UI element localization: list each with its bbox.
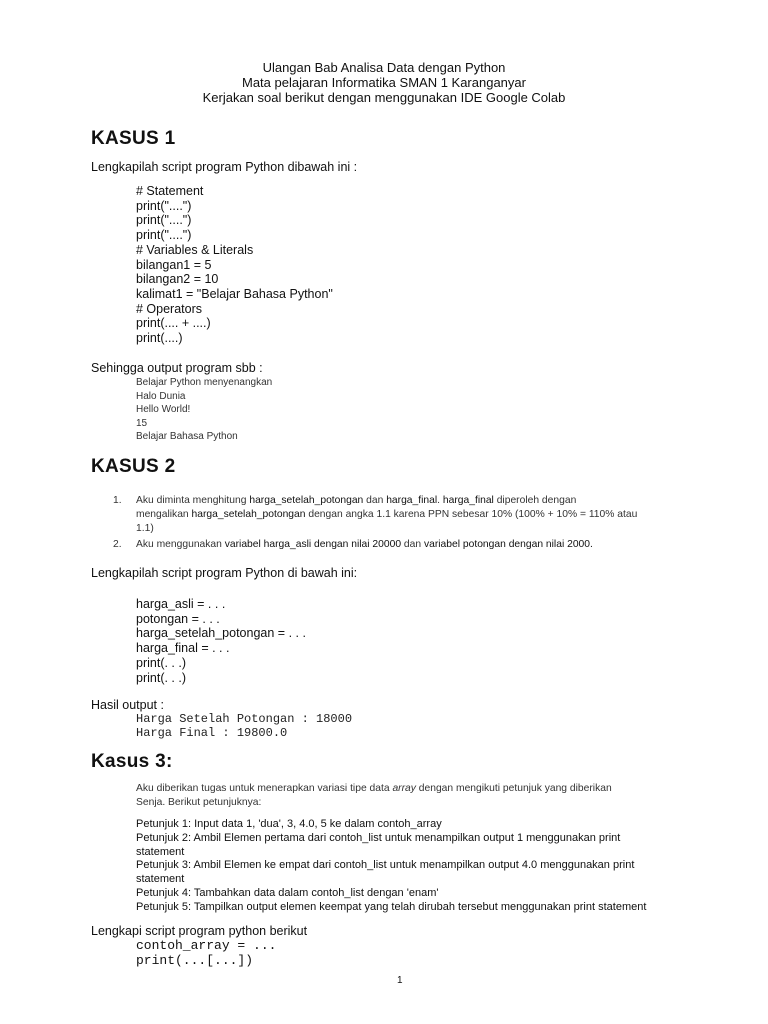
kasus2-item1-number: 1. xyxy=(113,495,122,506)
kasus3-code-block xyxy=(136,938,276,968)
code-line: print(....) xyxy=(136,331,183,346)
header-subject: Mata pelajaran Informatika SMAN 1 Karanganyar xyxy=(242,75,526,90)
kasus1-output-block xyxy=(136,376,272,444)
kasus2-code-block xyxy=(136,597,306,685)
output-line: 15 xyxy=(136,417,148,429)
kasus1-output-label: Sehingga output program sbb : xyxy=(91,361,263,375)
code-line: harga_setelah_potongan = . . . xyxy=(136,626,306,641)
header-title: Ulangan Bab Analisa Data dengan Python xyxy=(262,60,506,75)
code-line: bilangan2 = 10 xyxy=(136,272,219,287)
code-line: print(. . .) xyxy=(136,655,187,670)
kasus2-title: KASUS 2 xyxy=(91,456,176,477)
code-line: kalimat1 = "Belajar Bahasa Python" xyxy=(136,286,333,301)
code-line: print(.... + ....) xyxy=(136,316,211,331)
code-line: contoh_array = ... xyxy=(136,938,277,953)
kasus2-item2: Aku menggunakan variabel harga_asli dengan nilai 20000 dan variabel potongan dengan nilai 2000. xyxy=(136,539,593,550)
output-line: Halo Dunia xyxy=(136,390,186,402)
page-number: 1 xyxy=(397,975,403,986)
header-instruction: Kerjakan soal berikut dengan menggunakan IDE Google Colab xyxy=(202,90,566,105)
kasus2-item1: Aku diminta menghitung harga_setelah_potongan dan harga_final. harga_final diperoleh dengan mengalikan harga_setelah_potongan dengan angka 1.1 karena PPN sebesar 10% (100% + 10% = 110% atau 1.1) xyxy=(136,495,638,534)
kasus3-title: Kasus 3: xyxy=(91,751,173,772)
code-line: print(. . .) xyxy=(136,670,187,685)
kasus3-instructions: Petunjuk 1: Input data 1, 'dua', 3, 4.0, 5 ke dalam contoh_array Petunjuk 2: Ambil Elemen pertama dari contoh_list untuk menampilkan output 1 menggunakan print statement Petunjuk 3: Ambil Elemen ke empat dari contoh_list untuk menampilkan output 4.0 menggunakan print statement Petunjuk 4: Tambahkan data dalam contoh_list dengan 'enam' Petunjuk 5: Tampilkan output elemen keempat yang telah dirubah tersebut menggunakan print statement xyxy=(136,818,736,915)
output-line: Harga Setelah Potongan : 18000 xyxy=(136,712,353,726)
petunjuk-1: Petunjuk 1: Input data 1, 'dua', 3, 4.0, 5 ke dalam contoh_array xyxy=(136,818,442,830)
code-line: print("....") xyxy=(136,213,192,228)
code-line: bilangan1 = 5 xyxy=(136,257,212,272)
kasus2-item2-number: 2. xyxy=(113,539,122,550)
code-line: potongan = . . . xyxy=(136,611,220,626)
code-line: harga_asli = . . . xyxy=(136,597,226,611)
code-line: print("....") xyxy=(136,228,192,243)
petunjuk-4: Petunjuk 4: Tambahkan data dalam contoh_list dengan 'enam' xyxy=(136,886,439,899)
code-line: # Statement xyxy=(136,184,204,198)
code-line: print(...[...]) xyxy=(136,953,254,968)
code-line: # Operators xyxy=(136,301,203,316)
kasus2-output-label: Hasil output : xyxy=(91,698,164,712)
code-line: harga_final = . . . xyxy=(136,641,230,656)
code-line: print("....") xyxy=(136,198,192,213)
petunjuk-2: Petunjuk 2: Ambil Elemen pertama dari contoh_list untuk menampilkan output 1 menggunakan print xyxy=(136,831,621,844)
kasus3-intro: Aku diberikan tugas untuk menerapkan variasi tipe data array dengan mengikuti petunjuk yang diberikan Senja. Berikut petunjuknya: xyxy=(136,783,612,808)
output-line: Belajar Bahasa Python xyxy=(136,431,238,442)
kasus2-output-block xyxy=(136,712,352,740)
petunjuk-3: Petunjuk 3: Ambil Elemen ke empat dari contoh_list untuk menampilkan output 4.0 menggunakan print xyxy=(136,859,635,872)
code-line: # Variables & Literals xyxy=(136,242,254,257)
output-line: Belajar Python menyenangkan xyxy=(136,377,273,388)
kasus3-instruction: Lengkapi script program python berikut xyxy=(91,924,308,938)
kasus1-instruction: Lengkapilah script program Python dibawah ini : xyxy=(91,160,358,174)
output-line: Harga Final : 19800.0 xyxy=(136,726,288,740)
output-line: Hello World! xyxy=(136,404,191,415)
kasus2-instruction: Lengkapilah script program Python di bawah ini: xyxy=(91,566,358,580)
kasus1-code-block xyxy=(136,184,333,346)
kasus1-title: KASUS 1 xyxy=(91,128,176,149)
petunjuk-5: Petunjuk 5: Tampilkan output elemen keempat yang telah dirubah tersebut menggunakan print statement xyxy=(136,900,647,913)
